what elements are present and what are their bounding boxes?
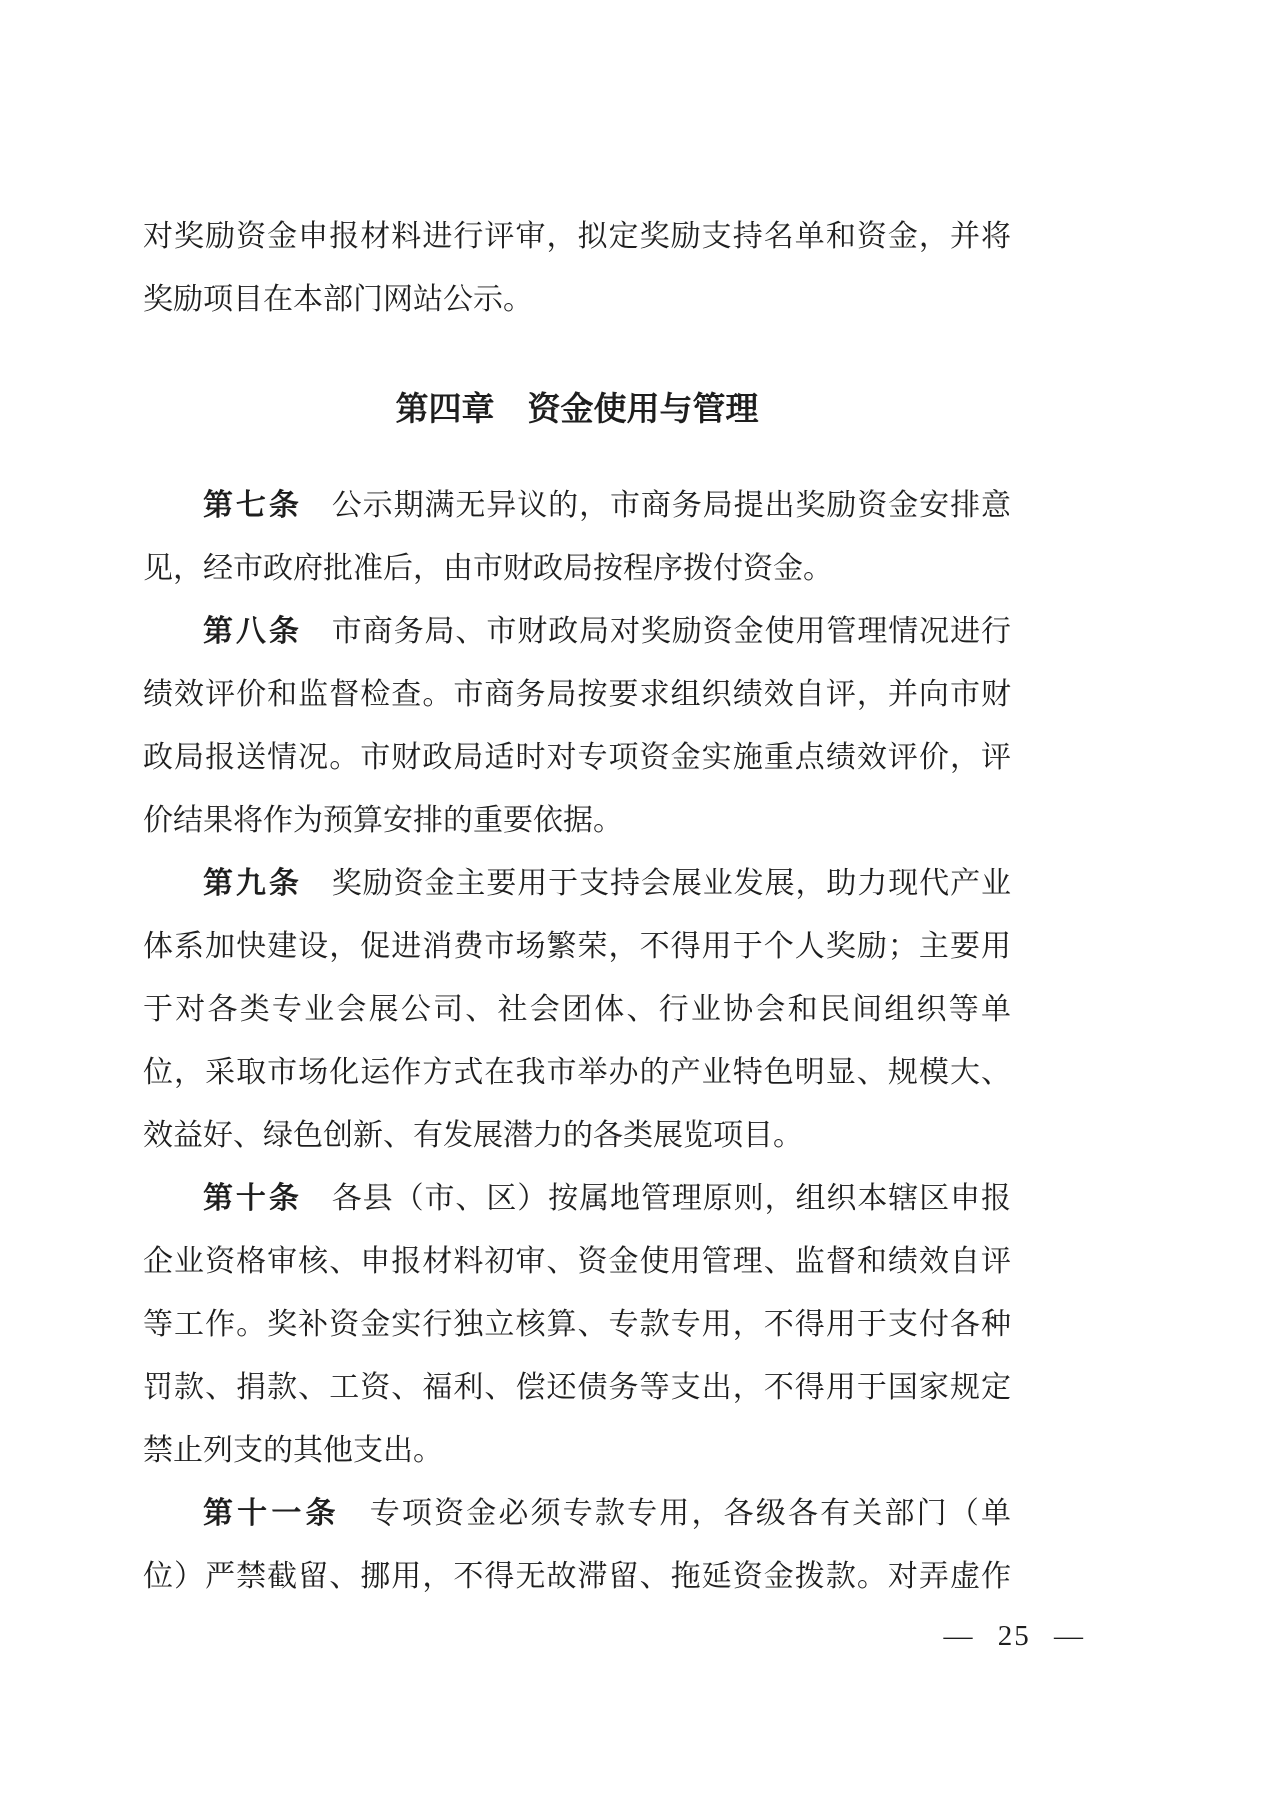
article-number: 第十条 <box>203 1182 302 1215</box>
line-text: 见，经市政府批准后，由市财政局按程序拨付资金。 <box>143 552 833 585</box>
line-text: 市商务局、市财政局对奖励资金使用管理情况进行 <box>331 615 1011 648</box>
body-line <box>143 726 1011 789</box>
line-text: 对奖励资金申报材料进行评审，拟定奖励支持名单和资金，并将 <box>143 220 1011 253</box>
line-text: 政局报送情况。市财政局适时对专项资金实施重点绩效评价，评 <box>143 741 1011 774</box>
chapter-heading: 第四章 资金使用与管理 <box>395 392 759 428</box>
body-line <box>143 1230 1011 1293</box>
body-line <box>143 537 1011 600</box>
line-text: 奖励资金主要用于支持会展业发展，助力现代产业 <box>331 867 1011 900</box>
body-line <box>143 663 1011 726</box>
article-number: 第九条 <box>203 867 302 900</box>
article-line <box>143 474 1011 537</box>
line-text: 效益好、绿色创新、有发展潜力的各类展览项目。 <box>143 1119 803 1152</box>
body-line <box>143 1545 1011 1608</box>
line-text: 公示期满无异议的，市商务局提出奖励资金安排意 <box>331 489 1011 522</box>
document-body <box>143 205 1011 1608</box>
body-line <box>143 789 1011 852</box>
line-text: 于对各类专业会展公司、社会团体、行业协会和民间组织等单 <box>143 993 1011 1026</box>
line-text: 体系加快建设，促进消费市场繁荣，不得用于个人奖励；主要用 <box>143 930 1011 963</box>
line-text: 禁止列支的其他支出。 <box>143 1434 443 1467</box>
body-line <box>143 268 1011 331</box>
article-line <box>143 852 1011 915</box>
line-text: 位，采取市场化运作方式在我市举办的产业特色明显、规模大、 <box>143 1056 1011 1089</box>
line-text: 等工作。奖补资金实行独立核算、专款专用，不得用于支付各种 <box>143 1308 1011 1341</box>
body-line <box>143 978 1011 1041</box>
body-line <box>143 1041 1011 1104</box>
article-line <box>143 1167 1011 1230</box>
article-number: 第十一条 <box>203 1497 340 1530</box>
line-text: 绩效评价和监督检查。市商务局按要求组织绩效自评，并向市财 <box>143 678 1011 711</box>
body-line <box>143 1104 1011 1167</box>
line-text: 价结果将作为预算安排的重要依据。 <box>143 804 623 837</box>
body-line <box>143 1293 1011 1356</box>
line-text: 企业资格审核、申报材料初审、资金使用管理、监督和绩效自评 <box>143 1245 1011 1278</box>
page-number: — 25 — <box>943 1620 1085 1652</box>
line-text: 罚款、捐款、工资、福利、偿还债务等支出，不得用于国家规定 <box>143 1371 1011 1404</box>
article-line <box>143 600 1011 663</box>
line-text: 位）严禁截留、挪用，不得无故滞留、拖延资金拨款。对弄虚作 <box>143 1560 1011 1593</box>
line-text: 各县（市、区）按属地管理原则，组织本辖区申报 <box>331 1182 1011 1215</box>
article-number: 第八条 <box>203 615 302 648</box>
article-number: 第七条 <box>203 489 302 522</box>
body-line <box>143 205 1011 268</box>
body-line <box>143 1356 1011 1419</box>
line-text: 专项资金必须专款专用，各级各有关部门（单 <box>369 1497 1011 1530</box>
article-line <box>143 1482 1011 1545</box>
body-line <box>143 1419 1011 1482</box>
line-text: 奖励项目在本部门网站公示。 <box>143 283 533 316</box>
body-line <box>143 915 1011 978</box>
